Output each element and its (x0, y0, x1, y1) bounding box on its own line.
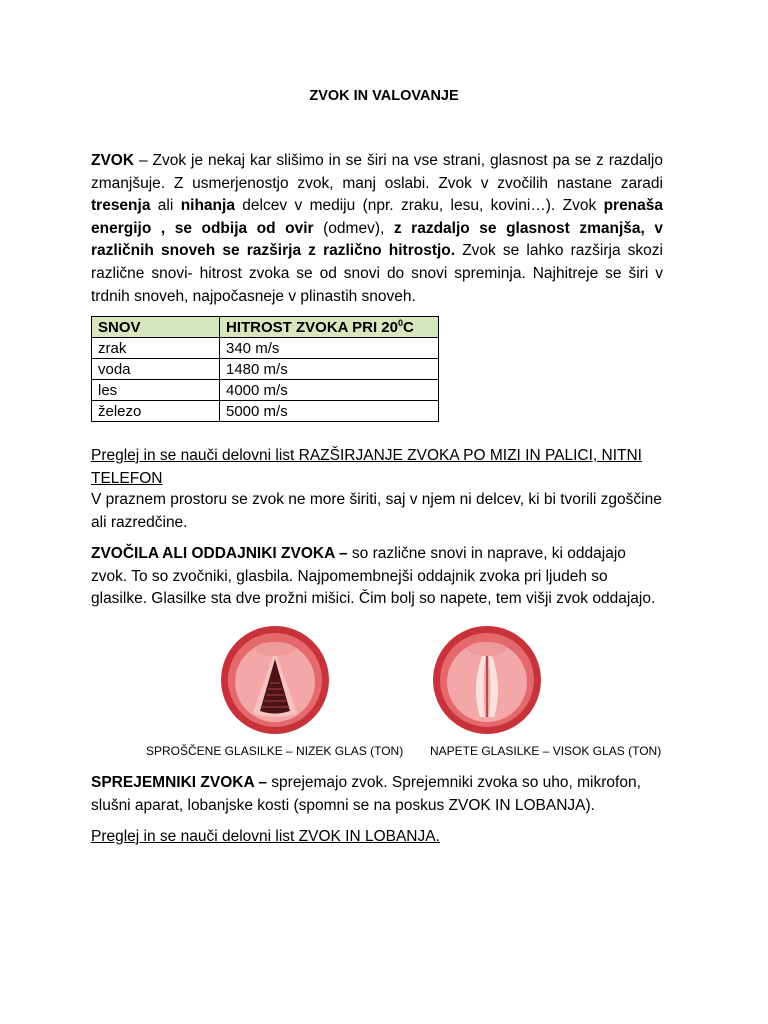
review-worksheet-2: Preglej in se nauči delovni list ZVOK IN LOBANJA. (91, 828, 440, 845)
substance-cell: voda (92, 359, 220, 380)
caption-tense: NAPETE GLASILKE – VISOK GLAS (TON) (430, 744, 662, 758)
intro-text-3: delcev v mediju (npr. zraku, lesu, kovini…). Zvok (234, 197, 604, 215)
header-speed-superscript: 0 (397, 318, 403, 328)
receivers-paragraph (91, 772, 663, 817)
caption-relaxed: SPROŠČENE GLASILKE – NIZEK GLAS (TON) (146, 744, 404, 758)
relaxed-vocal-folds-image (220, 625, 330, 735)
intro-bold-4: z razdaljo se glasnost zmanjša, v različnih snoveh se razširja z različno hitrostjo. (91, 219, 664, 260)
speed-cell: 340 m/s (220, 338, 439, 359)
page-title: ZVOK IN VALOVANJE (309, 88, 459, 104)
intro-bold-1: tresenja (91, 197, 151, 215)
header-speed-prefix: HITROST ZVOKA PRI 20 (226, 319, 398, 336)
intro-text-1: – Zvok je nekaj kar slišimo in se širi na vse strani, glasnost pa se z razdaljo zmanjšuje. Z usmerjenostjo zvok, manj oslabi. Zvok v zvočilih nastane zaradi (91, 152, 663, 192)
receivers-text: sprejemajo zvok. Sprejemniki zvoka so uho, mikrofon, slušni aparat, lobanjske kosti (spomni se na poskus ZVOK IN LOBANJA). (91, 774, 641, 814)
speed-cell: 5000 m/s (220, 401, 439, 422)
table-row (92, 380, 439, 401)
intro-term: ZVOK (91, 152, 135, 169)
vacuum-paragraph: V praznem prostoru se zvok ne more širiti, saj v njem ni delcev, ki bi tvorili zgoščine ali razredčine. (91, 491, 662, 531)
table-row (92, 401, 439, 422)
sources-text: so različne snovi in naprave, ki oddajajo zvok. To so zvočniki, glasbila. Najpomembnejši oddajnik zvoka pri ljudeh so glasilke. Glasilke sta dve prožni mišici. Čim bolj so napete, tem višji zvok oddajajo. (91, 545, 656, 608)
review-worksheet-1: Preglej in se nauči delovni list RAZŠIRJANJE ZVOKA PO MIZI IN PALICI, NITNI TELEFON (91, 447, 642, 487)
tense-vocal-folds-image (432, 625, 542, 735)
sound-speed-table (91, 316, 439, 422)
sources-paragraph (91, 543, 663, 611)
epiglottis (255, 642, 295, 656)
table-row (92, 359, 439, 380)
speed-cell: 1480 m/s (220, 359, 439, 380)
receivers-term: SPREJEMNIKI ZVOKA – (91, 774, 267, 791)
epiglottis (467, 642, 507, 656)
intro-text-4: (odmev), (313, 219, 394, 237)
substance-cell: les (92, 380, 220, 401)
header-substance: SNOV (92, 317, 220, 338)
substance-cell: zrak (92, 338, 220, 359)
speed-cell: 4000 m/s (220, 380, 439, 401)
intro-text-5: Zvok se lahko razširja skozi različne snovi- hitrost zvoka se od snovi do snovi spreminja. Najhitreje se širi v trdnih snoveh, najpočasneje v plinastih snoveh. (91, 242, 664, 305)
header-speed-suffix: C (402, 319, 414, 336)
intro-paragraph (91, 150, 663, 308)
intro-bold-3: prenaša energijo , se odbija od ovir (91, 197, 664, 237)
sources-term: ZVOČILA ALI ODDAJNIKI ZVOKA – (91, 545, 348, 562)
intro-bold-2: nihanja (180, 197, 235, 215)
header-speed (220, 317, 439, 338)
table-row (92, 338, 439, 359)
intro-text-2: ali (150, 197, 181, 215)
table-header-row (92, 317, 439, 338)
substance-cell: železo (92, 401, 220, 422)
